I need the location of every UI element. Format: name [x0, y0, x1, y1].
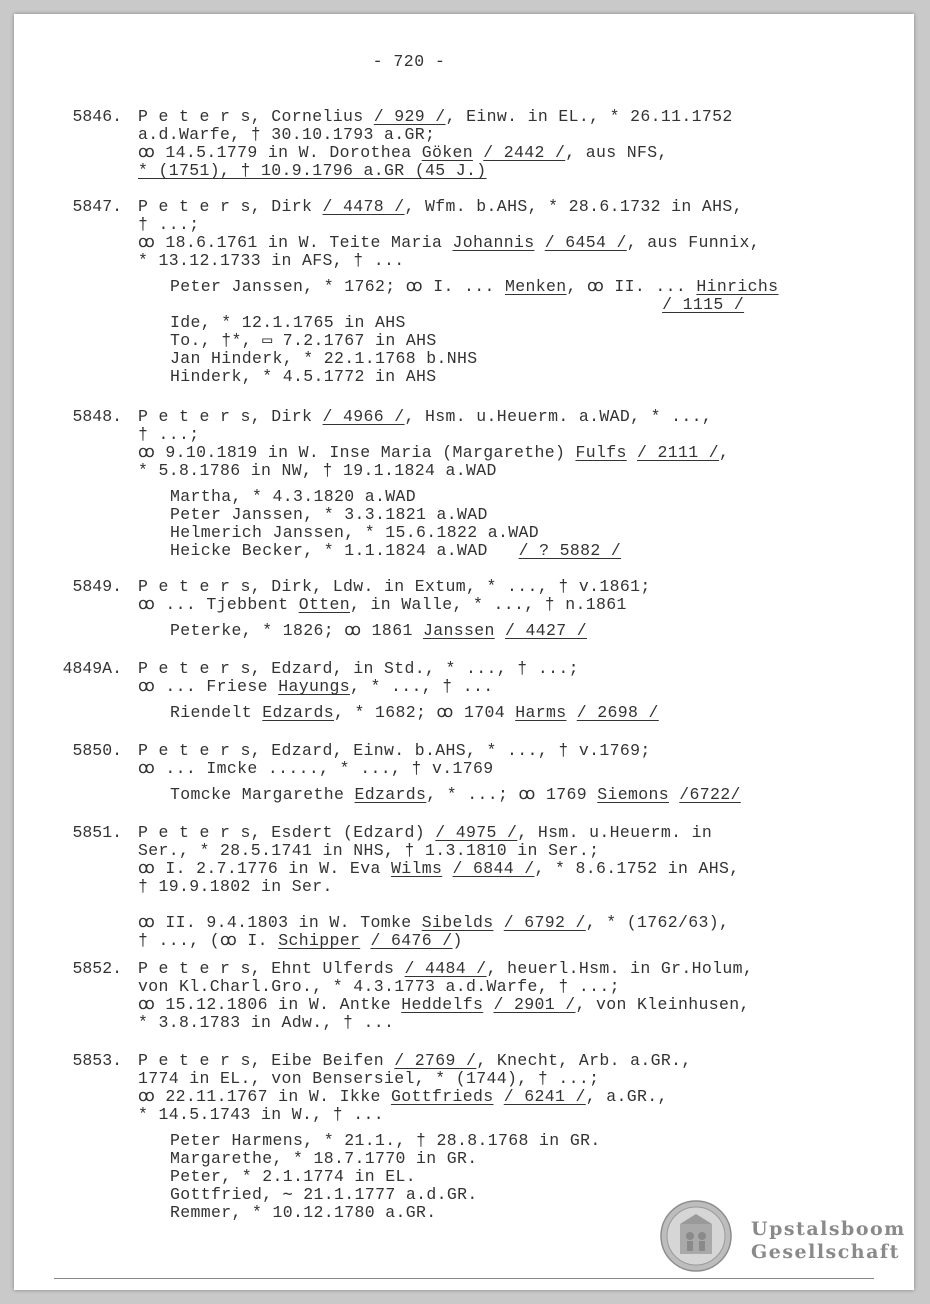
brand-line-2: Gesellschaft — [751, 1241, 900, 1263]
text-run — [627, 443, 637, 462]
text-run — [493, 913, 503, 932]
text-run: P e t e r s, Ehnt Ulferds — [138, 959, 405, 978]
text-run: Ide, * 12.1.1765 in AHS — [170, 313, 406, 332]
entry-line — [138, 144, 668, 162]
child-line — [170, 704, 659, 722]
text-run: , aus Funnix, — [626, 233, 761, 252]
underlined-reference: Göken — [421, 143, 473, 162]
text-run: P e t e r s, Dirk — [138, 407, 323, 426]
underlined-reference: / 2698 / — [576, 703, 659, 722]
text-run: P e t e r s, Dirk — [138, 197, 323, 216]
child-line — [170, 524, 539, 542]
child-line — [170, 332, 437, 350]
text-run: Margarethe, * 18.7.1770 in GR. — [170, 1149, 478, 1168]
entry-line — [138, 1014, 394, 1032]
entry-line — [138, 408, 712, 426]
entry-number: 5853. — [72, 1051, 122, 1070]
underlined-reference: / 4427 / — [504, 621, 587, 640]
text-run: Heicke Becker, * 1.1.1824 a.WAD — [170, 541, 519, 560]
text-run: P e t e r s, Cornelius — [138, 107, 374, 126]
text-run: † ...; — [138, 425, 200, 444]
underlined-reference: / 2901 / — [493, 995, 576, 1014]
child-line — [170, 314, 406, 332]
text-run: Peter, * 2.1.1774 in EL. — [170, 1167, 417, 1186]
text-run: , — [719, 443, 730, 462]
underlined-reference: / 2442 / — [483, 143, 566, 162]
text-run: , in Walle, * ..., † n.1861 — [349, 595, 627, 614]
page-number: - 720 - — [372, 52, 446, 71]
text-run: , * ..., † ... — [349, 677, 494, 696]
upstalsboom-seal-icon — [660, 1200, 732, 1272]
underlined-reference: Harms — [515, 703, 567, 722]
underlined-reference: / 929 / — [373, 107, 446, 126]
text-run: ꝏ 14.5.1779 in W. Dorothea — [138, 143, 422, 162]
entry-number: 5847. — [72, 197, 122, 216]
entry-line — [138, 596, 627, 614]
underlined-reference: / 6844 / — [452, 859, 535, 878]
child-line — [170, 506, 488, 524]
text-run: P e t e r s, Esdert (Edzard) — [138, 823, 436, 842]
entry-line — [138, 162, 487, 180]
entry-line — [138, 462, 497, 480]
text-run: ꝏ 18.6.1761 in W. Teite Maria — [138, 233, 453, 252]
entry-line — [138, 878, 333, 896]
text-run: Riendelt — [170, 703, 263, 722]
entry-line — [138, 842, 599, 860]
text-run — [442, 859, 452, 878]
text-run: ꝏ 9.10.1819 in W. Inse Maria (Margarethe) — [138, 443, 576, 462]
child-line — [170, 1168, 416, 1186]
child-line — [170, 350, 478, 368]
text-run: Peter Harmens, * 21.1., † 28.8.1768 in GR. — [170, 1131, 601, 1150]
text-run: , a.GR., — [585, 1087, 668, 1106]
underlined-reference: Menken — [504, 277, 567, 296]
underlined-reference: Otten — [298, 595, 350, 614]
text-run: ꝏ I. 2.7.1776 in W. Eva — [138, 859, 391, 878]
entry-line — [138, 126, 435, 144]
text-run: , Hsm. u.Heuerm. in — [517, 823, 713, 842]
text-run: † 19.9.1802 in Ser. — [138, 877, 333, 896]
underlined-reference: Heddelfs — [401, 995, 484, 1014]
entry-line — [138, 216, 200, 234]
brand-line-1: Upstalsboom — [751, 1218, 906, 1240]
child-line — [170, 542, 621, 560]
text-run: Peterke, * 1826; ꝏ 1861 — [170, 621, 423, 640]
text-run: Remmer, * 10.12.1780 a.GR. — [170, 1203, 437, 1222]
child-line — [170, 368, 437, 386]
bottom-rule — [54, 1278, 874, 1279]
text-run: von Kl.Charl.Gro., * 4.3.1773 a.d.Warfe, † ...; — [138, 977, 620, 996]
entry-line — [138, 660, 579, 678]
entry-line — [138, 978, 620, 996]
entry-number: 5849. — [72, 577, 122, 596]
text-run: , * ...; ꝏ 1769 — [426, 785, 598, 804]
text-run — [493, 1087, 503, 1106]
text-run: , Knecht, Arb. a.GR., — [476, 1051, 692, 1070]
entry-line — [138, 198, 743, 216]
entry-line — [138, 1052, 692, 1070]
text-run: Gottfried, ∼ 21.1.1777 a.d.GR. — [170, 1185, 478, 1204]
entry-number: 5851. — [72, 823, 122, 842]
text-run: P e t e r s, Edzard, Einw. b.AHS, * ..., † v.1769; — [138, 741, 651, 760]
underlined-reference: / 2769 / — [394, 1051, 477, 1070]
underlined-reference: Sibelds — [421, 913, 494, 932]
text-run: , ꝏ II. ... — [566, 277, 697, 296]
text-run — [473, 143, 483, 162]
entry-line — [138, 578, 651, 596]
entry-line — [138, 960, 753, 978]
entry-line — [138, 996, 750, 1014]
child-line — [170, 1150, 478, 1168]
text-run: , heuerl.Hsm. in Gr.Holum, — [486, 959, 754, 978]
text-run: , Wfm. b.AHS, * 28.6.1732 in AHS, — [404, 197, 743, 216]
text-run: Peter Janssen, * 1762; ꝏ I. ... — [170, 277, 505, 296]
brand-wordmark — [751, 1218, 906, 1264]
text-run: ) — [452, 931, 463, 950]
text-run: ꝏ ... Imcke ....., * ..., † v.1769 — [138, 759, 494, 778]
underlined-reference: /6722/ — [679, 785, 741, 804]
entry-line — [138, 678, 493, 696]
child-line — [170, 1132, 601, 1150]
text-run: Ser., * 28.5.1741 in NHS, † 1.3.1810 in Ser.; — [138, 841, 600, 860]
entry-number: 5848. — [72, 407, 122, 426]
text-run: , Einw. in EL., * 26.11.1752 — [445, 107, 733, 126]
underlined-reference: / 6476 / — [370, 931, 453, 950]
child-line — [170, 1186, 478, 1204]
entry-line — [138, 1088, 668, 1106]
text-run — [566, 703, 576, 722]
underlined-reference: * (1751), † 10.9.1796 a.GR (45 J.) — [138, 161, 487, 180]
child-line — [170, 786, 741, 804]
underlined-reference: / ? 5882 / — [518, 541, 622, 560]
text-run — [360, 931, 370, 950]
text-run: ꝏ ... Tjebbent — [138, 595, 299, 614]
text-run: To., †*, ▭ 7.2.1767 in AHS — [170, 331, 437, 350]
text-run — [170, 295, 662, 314]
text-run: , * 8.6.1752 in AHS, — [534, 859, 740, 878]
document-page — [14, 14, 914, 1290]
text-run: Tomcke Margarethe — [170, 785, 355, 804]
text-run: P e t e r s, Edzard, in Std., * ..., † ...; — [138, 659, 579, 678]
entry-number: 4849A. — [62, 659, 122, 678]
underlined-reference: Fulfs — [575, 443, 627, 462]
underlined-reference: Janssen — [422, 621, 495, 640]
entry-number: 5852. — [72, 959, 122, 978]
underlined-reference: Gottfrieds — [390, 1087, 494, 1106]
text-run — [669, 785, 679, 804]
text-run: ꝏ 22.11.1767 in W. Ikke — [138, 1087, 391, 1106]
underlined-reference: / 4484 / — [404, 959, 487, 978]
entry-line — [138, 108, 733, 126]
text-run: † ..., (ꝏ I. — [138, 931, 279, 950]
child-line — [170, 488, 416, 506]
text-run: 1774 in EL., von Bensersiel, * (1744), † ...; — [138, 1069, 600, 1088]
entry-line — [138, 760, 493, 778]
underlined-reference: Hinrichs — [696, 277, 779, 296]
text-run: * 13.12.1733 in AFS, † ... — [138, 251, 405, 270]
text-run: Peter Janssen, * 3.3.1821 a.WAD — [170, 505, 488, 524]
underlined-reference: / 6792 / — [503, 913, 586, 932]
text-run: P e t e r s, Dirk, Ldw. in Extum, * ..., † v.1861; — [138, 577, 651, 596]
entry-number: 5846. — [72, 107, 122, 126]
text-run: * 5.8.1786 in NW, † 19.1.1824 a.WAD — [138, 461, 497, 480]
underlined-reference: Edzards — [262, 703, 335, 722]
text-run: ꝏ 15.12.1806 in W. Antke — [138, 995, 402, 1014]
entry-line — [138, 444, 729, 462]
entry-line — [138, 860, 740, 878]
text-run: † ...; — [138, 215, 200, 234]
entry-line — [138, 932, 463, 950]
text-run: , aus NFS, — [565, 143, 668, 162]
entry-line — [138, 742, 651, 760]
underlined-reference: / 2111 / — [637, 443, 720, 462]
underlined-reference: Schipper — [278, 931, 361, 950]
child-line — [170, 278, 778, 296]
underlined-reference: Edzards — [354, 785, 427, 804]
underlined-reference: / 4478 / — [322, 197, 405, 216]
text-run: Jan Hinderk, * 22.1.1768 b.NHS — [170, 349, 478, 368]
underlined-reference: / 4975 / — [435, 823, 518, 842]
text-run: , Hsm. u.Heuerm. a.WAD, * ..., — [404, 407, 713, 426]
underlined-reference: Wilms — [390, 859, 443, 878]
entry-line — [138, 1106, 384, 1124]
underlined-reference: / 1115 / — [662, 295, 745, 314]
text-run — [483, 995, 493, 1014]
text-run: ꝏ II. 9.4.1803 in W. Tomke — [138, 913, 422, 932]
text-run: Hinderk, * 4.5.1772 in AHS — [170, 367, 437, 386]
entry-number: 5850. — [72, 741, 122, 760]
underlined-reference: Siemons — [597, 785, 669, 804]
text-run: , von Kleinhusen, — [575, 995, 750, 1014]
underlined-reference: Johannis — [452, 233, 535, 252]
text-run: * 14.5.1743 in W., † ... — [138, 1105, 385, 1124]
entry-line — [138, 914, 729, 932]
text-run — [495, 621, 505, 640]
text-run: a.d.Warfe, † 30.10.1793 a.GR; — [138, 125, 436, 144]
child-line — [170, 1204, 437, 1222]
entry-line — [138, 252, 405, 270]
underlined-reference: Hayungs — [278, 677, 350, 696]
text-run: P e t e r s, Eibe Beifen — [138, 1051, 395, 1070]
entry-line — [138, 1070, 599, 1088]
underlined-reference: / 6454 / — [544, 233, 627, 252]
underlined-reference: / 6241 / — [503, 1087, 586, 1106]
text-run: , * 1682; ꝏ 1704 — [334, 703, 516, 722]
entry-line — [138, 824, 712, 842]
text-run: Martha, * 4.3.1820 a.WAD — [170, 487, 417, 506]
child-line — [170, 622, 587, 640]
underlined-reference: / 4966 / — [322, 407, 405, 426]
text-run: , * (1762/63), — [585, 913, 730, 932]
text-run — [534, 233, 544, 252]
child-line — [170, 296, 744, 314]
entry-line — [138, 234, 760, 252]
text-run: * 3.8.1783 in Adw., † ... — [138, 1013, 395, 1032]
text-run: Helmerich Janssen, * 15.6.1822 a.WAD — [170, 523, 540, 542]
entry-line — [138, 426, 200, 444]
text-run: ꝏ ... Friese — [138, 677, 279, 696]
